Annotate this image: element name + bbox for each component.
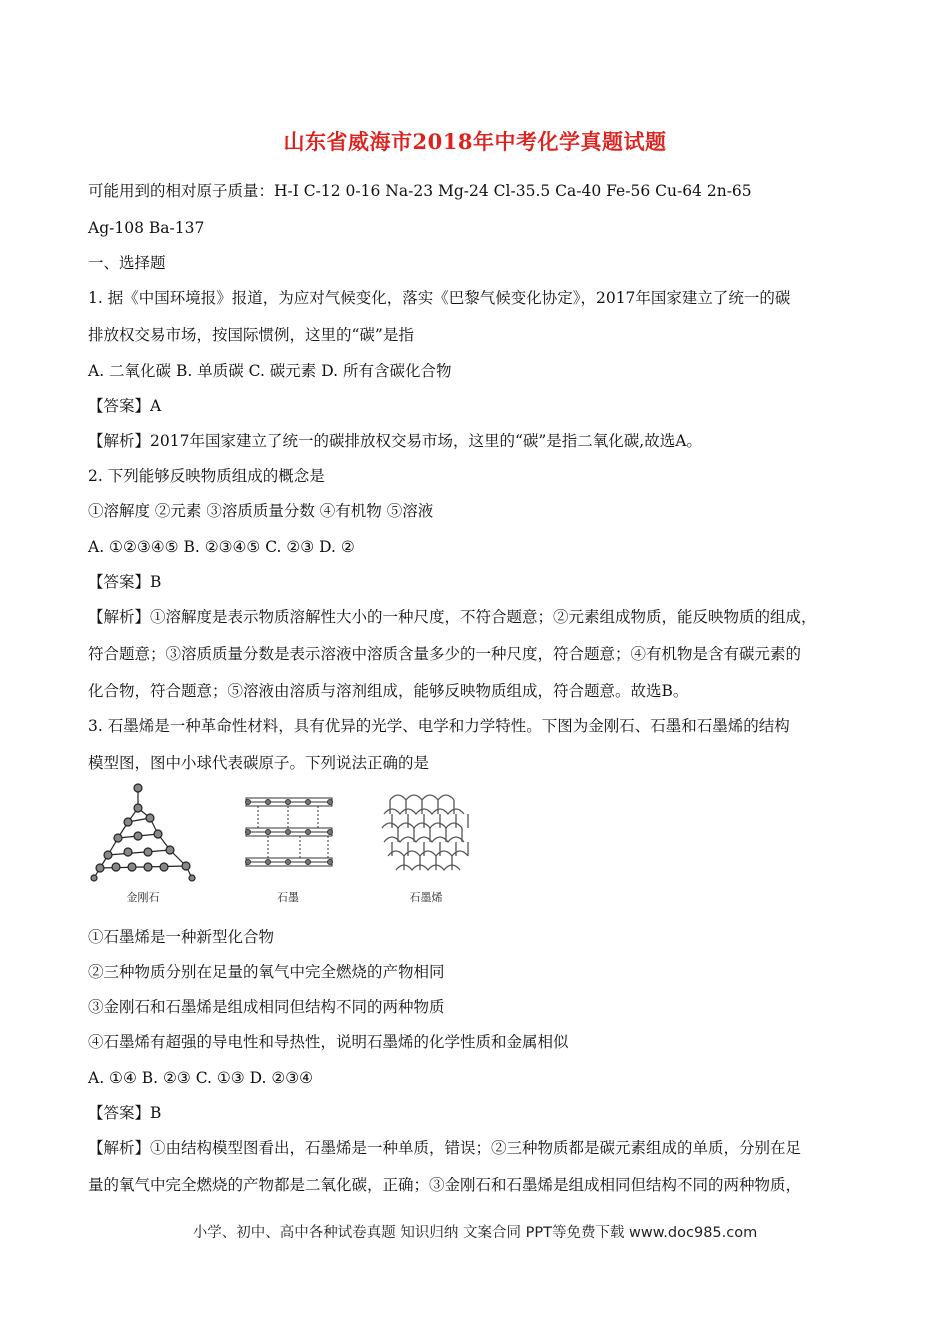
q3-statement-1: ①石墨烯是一种新型化合物 xyxy=(88,928,275,946)
page-title: 山东省威海市2018年中考化学真题试题 xyxy=(283,129,667,154)
q3-explanation-line-2: 量的氧气中完全燃烧的产物都是二氧化碳，正确；③金刚石和石墨烯是组成相同但结构不同的两种物质， xyxy=(88,1176,802,1194)
q3-statement-4: ④石墨烯有超强的导电性和导热性，说明石墨烯的化学性质和金属相似 xyxy=(88,1033,569,1051)
q1-stem-line-2: 排放权交易市场，按国际惯例，这里的“碳”是指 xyxy=(88,326,414,344)
label-diamond: 金刚石 xyxy=(126,891,160,904)
label-graphite: 石墨 xyxy=(277,891,299,904)
q3-stem-line-2: 模型图，图中小球代表碳原子。下列说法正确的是 xyxy=(88,754,430,772)
q3-stem-line-1: 3. 石墨烯是一种革命性材料，具有优异的光学、电学和力学特性。下图为金刚石、石墨和石墨烯的结构 xyxy=(88,717,790,735)
q1-options: A. 二氧化碳 B. 单质碳 C. 碳元素 D. 所有含碳化合物 xyxy=(88,362,452,380)
q2-explanation-line-2: 符合题意；③溶质质量分数是表示溶液中溶质含量多少的一种尺度，符合题意；④有机物是含有碳元素的 xyxy=(88,645,802,663)
q3-statement-2: ②三种物质分别在足量的氧气中完全燃烧的产物相同 xyxy=(88,963,445,981)
graphite-structure xyxy=(246,798,333,866)
section-heading: 一、选择题 xyxy=(88,254,166,272)
q2-options: A. ①②③④⑤ B. ②③④⑤ C. ②③ D. ② xyxy=(88,538,355,556)
graphene-structure xyxy=(382,795,468,870)
q2-explanation-line-3: 化合物，符合题意；⑤溶液由溶质与溶剂组成，能够反映物质组成，符合题意。故选B。 xyxy=(88,682,689,700)
q2-stem: 2. 下列能够反映物质组成的概念是 xyxy=(88,467,325,485)
q2-answer: 【答案】B xyxy=(88,573,162,591)
q3-explanation-line-1: 【解析】①由结构模型图看出，石墨烯是一种单质，错误；②三种物质都是碳元素组成的单质，分别在足 xyxy=(88,1139,802,1157)
q3-options: A. ①④ B. ②③ C. ①③ D. ②③④ xyxy=(88,1069,314,1087)
q1-answer: 【答案】A xyxy=(88,397,162,415)
q2-items: ①溶解度 ②元素 ③溶质质量分数 ④有机物 ⑤溶液 xyxy=(88,502,434,520)
diamond-structure xyxy=(91,784,195,881)
atomic-mass-line-1: 可能用到的相对原子质量：H-I C-12 0-16 Na-23 Mg-24 Cl-35.5 Ca-40 Fe-56 Cu-64 2n-65 xyxy=(88,182,752,200)
q1-stem-line-1: 1. 据《中国环境报》报道，为应对气候变化，落实《巴黎气候变化协定》，2017年国家建立了统一的碳 xyxy=(88,289,791,307)
q3-statement-3: ③金刚石和石墨烯是组成相同但结构不同的两种物质 xyxy=(88,998,445,1016)
label-graphene: 石墨烯 xyxy=(409,891,443,904)
q2-explanation-line-1: 【解析】①溶解度是表示物质溶解性大小的一种尺度，不符合题意；②元素组成物质，能反映物质的组成， xyxy=(88,608,817,626)
atomic-mass-line-2: Ag-108 Ba-137 xyxy=(88,219,205,237)
q3-answer: 【答案】B xyxy=(88,1104,162,1122)
page-footer: 小学、初中、高中各种试卷真题 知识归纳 文案合同 PPT等免费下载 www.doc985.com xyxy=(192,1225,758,1241)
q1-explanation: 【解析】2017年国家建立了统一的碳排放权交易市场，这里的“碳”是指二氧化碳,故选A。 xyxy=(88,432,702,450)
carbon-structure-figure xyxy=(88,760,508,910)
